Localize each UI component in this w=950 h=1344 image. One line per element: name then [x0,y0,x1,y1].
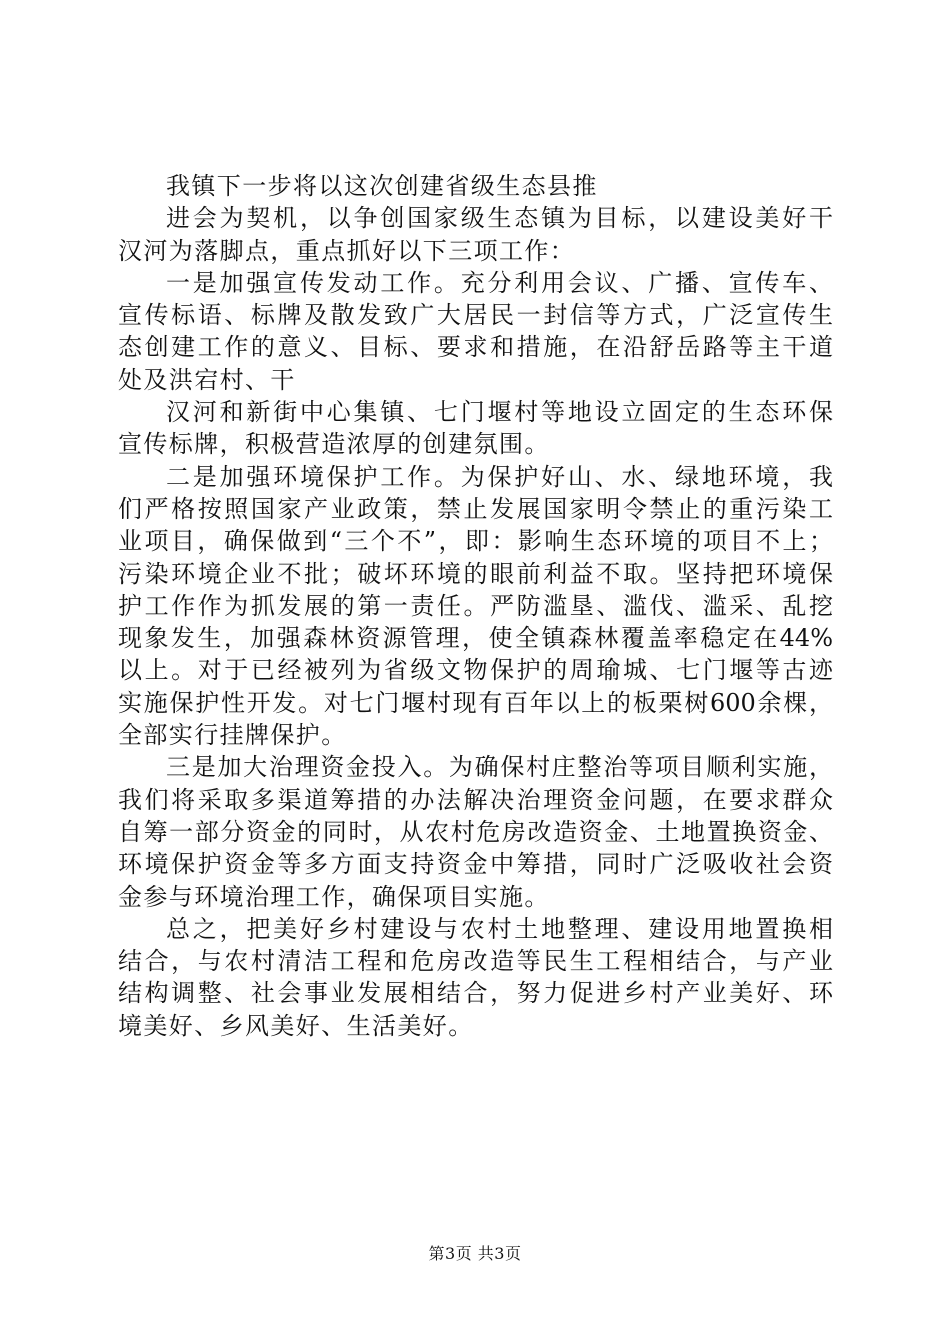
text-line: 污染环境企业不批；破坏环境的眼前利益不取。坚持把环境保 [118,559,833,588]
document-body [118,170,833,1042]
text-line: 处及洪宕村、干 [118,365,296,394]
text-line: 结合，与农村清洁工程和危房改造等民生工程相结合，与产业 [118,947,833,976]
text-line: 境美好、乡风美好、生活美好。 [118,1011,474,1040]
text-line: 进会为契机，以争创国家级生态镇为目标，以建设美好干 [166,204,833,233]
text-line: 二是加强环境保护工作。为保护好山、水、绿地环境，我 [166,462,833,491]
text-line: 一是加强宣传发动工作。充分利用会议、广播、宣传车、 [166,268,833,297]
page-number-footer: 第3页 共3页 [428,1244,522,1263]
text-line: 环境保护资金等多方面支持资金中筹措，同时广泛吸收社会资 [118,850,833,879]
text-line: 现象发生，加强森林资源管理，使全镇森林覆盖率稳定在44% [118,624,833,653]
text-line: 宣传标语、标牌及散发致广大居民一封信等方式，广泛宣传生 [118,301,833,330]
text-line: 总之，把美好乡村建设与农村土地整理、建设用地置换相 [166,914,833,943]
text-line: 宣传标牌，积极营造浓厚的创建氛围。 [118,430,550,459]
text-line: 三是加大治理资金投入。为确保村庄整治等项目顺利实施， [166,753,833,782]
text-line: 汉河为落脚点，重点抓好以下三项工作： [118,236,576,265]
text-line: 业项目，确保做到“三个不”，即：影响生态环境的项目不上； [118,527,833,556]
text-line: 结构调整、社会事业发展相结合，努力促进乡村产业美好、环 [118,979,833,1008]
text-line: 实施保护性开发。对七门堰村现有百年以上的板栗树600余棵， [118,688,833,717]
text-line: 态创建工作的意义、目标、要求和措施，在沿舒岳路等主干道 [118,333,833,362]
text-line: 们严格按照国家产业政策，禁止发展国家明令禁止的重污染工 [118,494,833,523]
text-line: 以上。对于已经被列为省级文物保护的周瑜城、七门堰等古迹 [118,656,833,685]
text-line: 自筹一部分资金的同时，从农村危房改造资金、土地置换资金、 [118,817,833,846]
text-line: 金参与环境治理工作，确保项目实施。 [118,882,550,911]
text-line: 我们将采取多渠道筹措的办法解决治理资金问题，在要求群众 [118,785,833,814]
text-line: 护工作作为抓发展的第一责任。严防滥垦、滥伐、滥采、乱挖 [118,591,833,620]
text-line: 全部实行挂牌保护。 [118,721,347,750]
text-line: 汉河和新街中心集镇、七门堰村等地设立固定的生态环保 [166,398,833,427]
text-line: 我镇下一步将以这次创建省级生态县推 [166,172,598,200]
